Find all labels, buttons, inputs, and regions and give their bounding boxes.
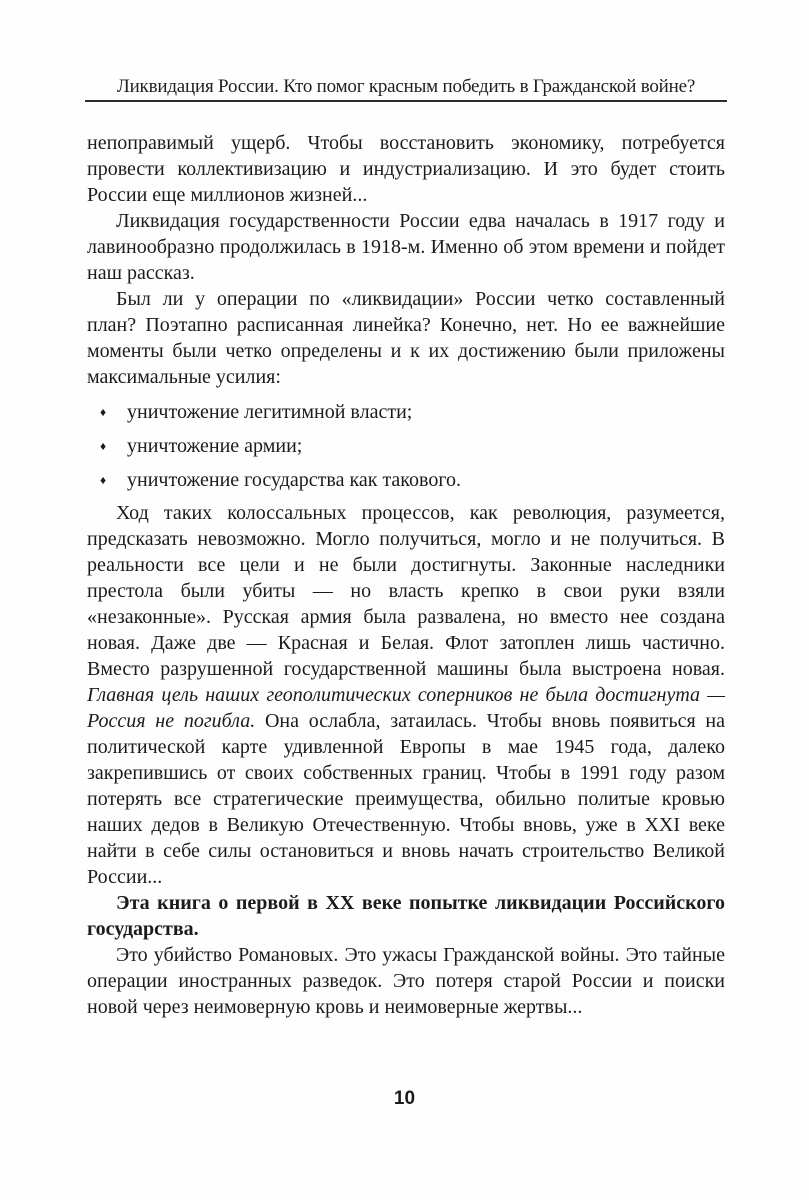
diamond-bullet-icon: ♦	[100, 473, 107, 487]
paragraph-book-thesis: Эта книга о первой в XX веке попытке ликвидации Российского государства.	[87, 892, 725, 940]
paragraph-course-italic-text: Главная цель наших геополитических соперников не была достигнута — Россия не погибла.	[87, 684, 725, 732]
diamond-bullet-icon: ♦	[100, 405, 107, 419]
page-body-text	[87, 130, 725, 1020]
paragraph-course	[87, 500, 725, 890]
list-item-label: уничтожение легитимной власти;	[127, 401, 413, 423]
running-header-title: Ликвидация России. Кто помог красным победить в Гражданской войне?	[116, 76, 696, 97]
paragraph-course-text: Ход таких колоссальных процессов, как революция, разумеется, предсказать невозможно. Могло получиться, могло и не получиться. В реальности все цели и не были достигнуты. Законные наследники престола были убиты — но власть крепко в свои руки взяли «незаконные». Русская армия была развалена, но вместо нее создана новая. Даже две — Красная и Белая. Флот затоплен лишь частично. Вместо разрушенной государственной машины была выстроена новая.	[87, 502, 725, 680]
paragraph-damage: непоправимый ущерб. Чтобы восстановить экономику, потребуется провести коллективизацию и индустриализацию. И это будет стоить России еще миллионов жизней...	[87, 132, 725, 206]
paragraph-plan: Был ли у операции по «ликвидации» России четко составленный план? Поэтапно расписанная линейка? Конечно, нет. Но ее важнейшие моменты были четко определены и к их достижению были приложены максимальные усилия:	[87, 288, 725, 388]
paragraph-course-text-after: Она ослабла, затаилась. Чтобы вновь появиться на политической карте удивленной Европы в мае 1945 года, далеко закрепившись от своих собственных границ. Чтобы в 1991 году разом потерять все стратегические преимущества, обильно политые кровью наших дедов в Великую Отечественную. Чтобы вновь, уже в XXI веке найти в себе силы остановиться и вновь начать строительство Великой России...	[87, 710, 725, 888]
paragraph-liquidation: Ликвидация государственности России едва началась в 1917 году и лавинообразно продолжилась в 1918-м. Именно об этом времени и пойдет наш рассказ.	[87, 210, 725, 284]
list-item	[87, 467, 725, 493]
list-item-label: уничтожение государства как такового.	[127, 469, 462, 491]
list-item-label: уничтожение армии;	[127, 435, 303, 457]
header-divider	[85, 100, 727, 102]
list-item	[87, 433, 725, 459]
page-number: 10	[393, 1088, 416, 1109]
paragraph-final: Это убийство Романовых. Это ужасы Гражданской войны. Это тайные операции иностранных разведок. Это потеря старой России и поиски новой через неимоверную кровь и неимоверные жертвы...	[87, 944, 725, 1018]
diamond-bullet-icon: ♦	[100, 439, 107, 453]
bullet-list	[87, 399, 725, 493]
list-item	[87, 399, 725, 425]
